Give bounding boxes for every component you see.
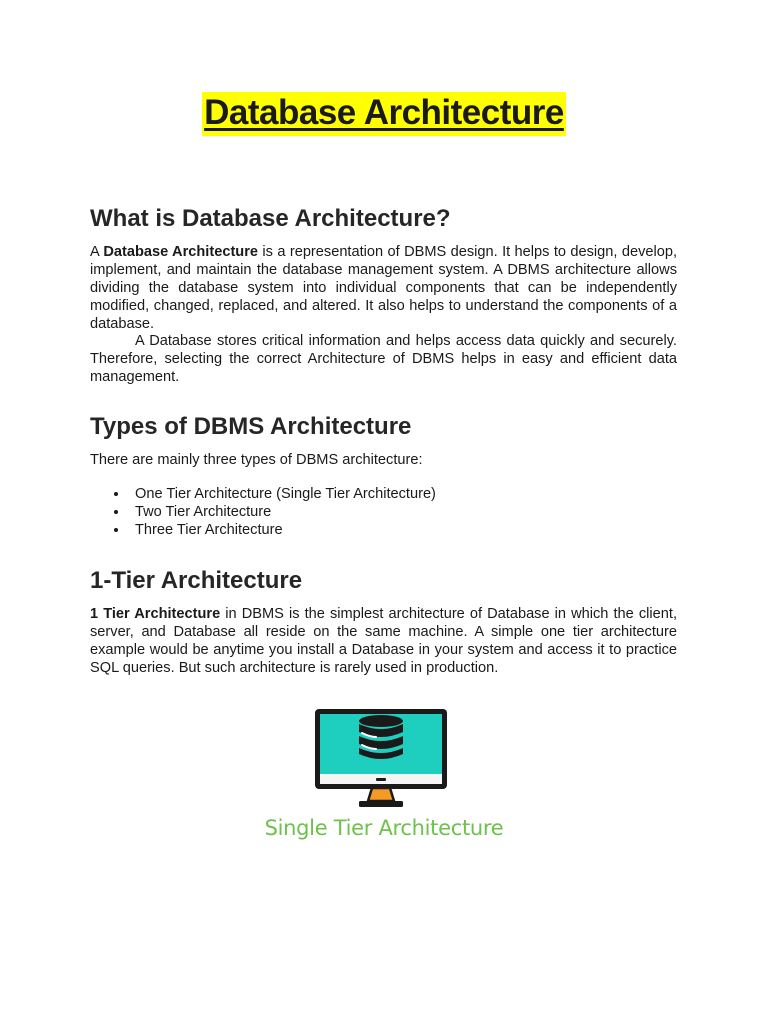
figure-caption: Single Tier Architecture — [264, 816, 504, 840]
monitor-database-icon — [312, 706, 450, 817]
list-item — [90, 485, 436, 503]
document-title: Database Architecture — [202, 92, 566, 136]
paragraph-lead: A — [90, 244, 104, 260]
heading-what-is: What is Database Architecture? — [90, 205, 451, 232]
paragraph-body: is a representation of DBMS design. It helps to design, develop, implement, and maintain the database management system. A DBMS architecture allows dividing the database system into individual components that can be independently modified, changed, replaced, and altered. It also helps to understand the components of a database. — [90, 244, 678, 332]
paragraph-definition — [90, 243, 677, 333]
list-item — [90, 521, 436, 539]
bold-term: Database Architecture — [103, 244, 259, 260]
paragraph-importance: A Database stores critical information and helps access data quickly and securely. Therefore, selecting the correct Architecture of DBMS helps in easy and efficient data management. — [90, 333, 677, 385]
bullet-icon — [114, 510, 118, 514]
list-item-text: Two Tier Architecture — [135, 504, 272, 520]
list-item-text: Three Tier Architecture — [135, 522, 283, 538]
heading-one-tier: 1-Tier Architecture — [90, 567, 303, 594]
paragraph-body: in DBMS is the simplest architecture of Database in which the client, server, and Database all reside on the same machine. A simple one tier architecture example would be anytime you install a Database in your system and access it to practice SQL queries. But such architecture is rarely used in production. — [90, 606, 677, 676]
bullet-icon — [114, 528, 118, 532]
bullet-icon — [114, 492, 118, 496]
paragraph-one-tier — [90, 605, 677, 677]
document-title-block — [0, 92, 768, 136]
types-list — [90, 485, 436, 539]
list-item — [90, 503, 436, 521]
types-intro: There are mainly three types of DBMS architecture: — [90, 452, 423, 468]
list-item-text: One Tier Architecture (Single Tier Architecture) — [135, 486, 436, 502]
bold-term: 1 Tier Architecture — [90, 606, 221, 622]
heading-types: Types of DBMS Architecture — [90, 413, 412, 440]
